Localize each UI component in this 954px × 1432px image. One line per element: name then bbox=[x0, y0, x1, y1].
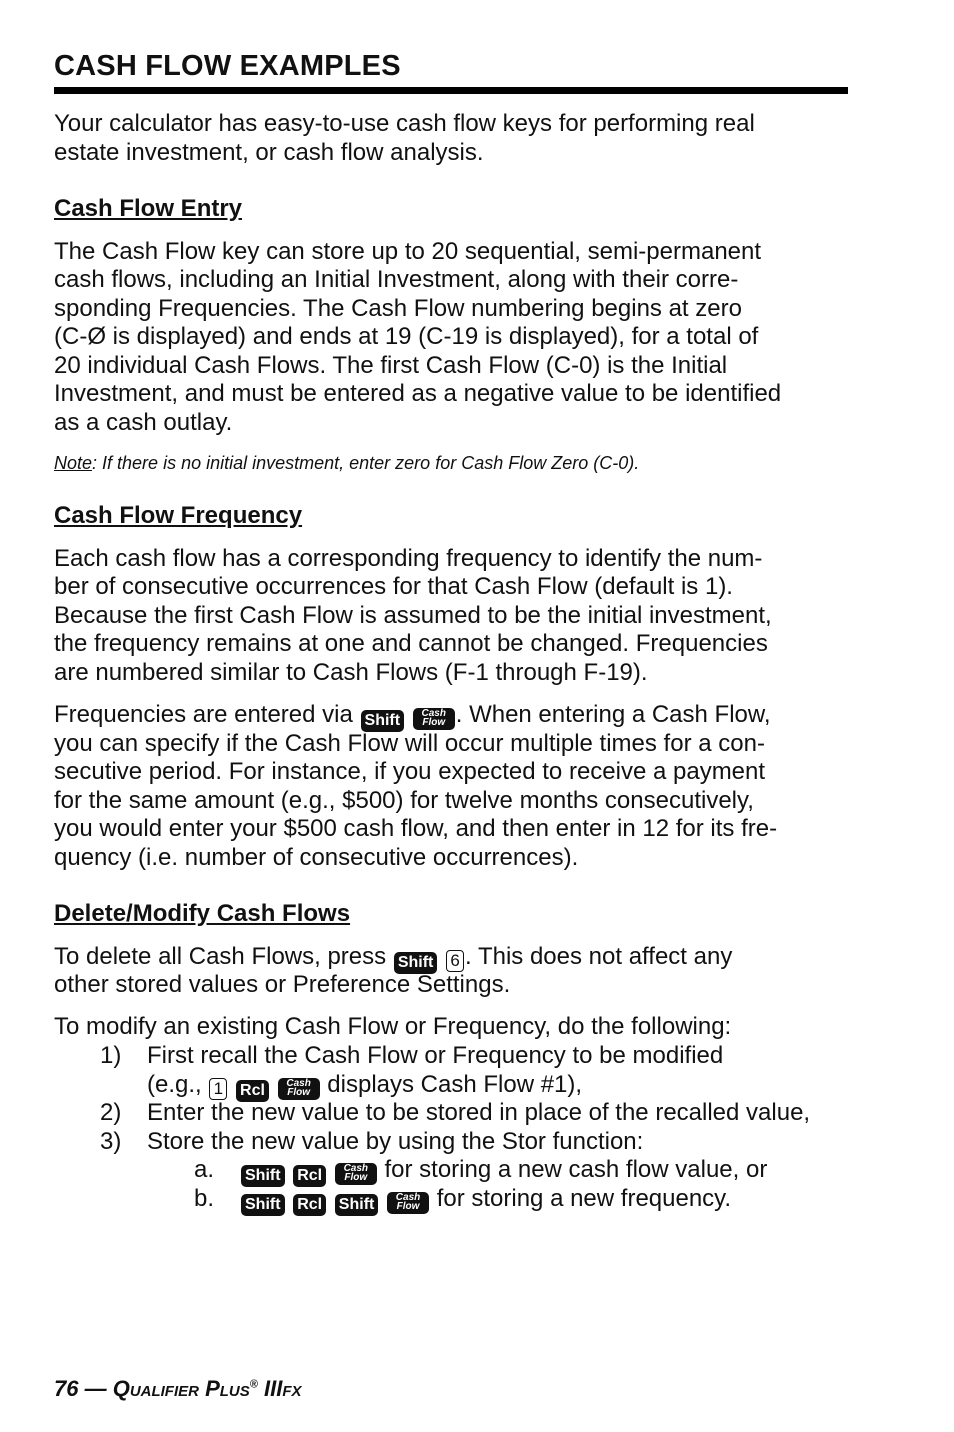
entry-line: as a cash outlay. bbox=[54, 409, 233, 436]
step-text bbox=[147, 1071, 582, 1102]
cash-key-bottom: Flow bbox=[396, 1200, 420, 1212]
delete-line-2: other stored values or Preference Settings. bbox=[54, 971, 511, 998]
step-number: 2) bbox=[100, 1099, 122, 1127]
frequency-para2-line-1 bbox=[54, 701, 854, 732]
frequency-line: the frequency remains at one and cannot be changed. Frequencies bbox=[54, 630, 768, 657]
rcl-key-icon: Rcl bbox=[293, 1194, 326, 1216]
page-footer bbox=[54, 1376, 302, 1402]
frequency-line: ber of consecutive occurrences for that Cash Flow (default is 1). bbox=[54, 573, 733, 600]
one-key-icon: 1 bbox=[209, 1078, 227, 1100]
frequency-line: are numbered similar to Cash Flows (F-1 through F-19). bbox=[54, 659, 648, 686]
delete-line-1 bbox=[54, 943, 854, 974]
shift-key-icon: Shift bbox=[241, 1165, 285, 1187]
sub-label: b. bbox=[194, 1184, 215, 1212]
shift-key-icon: Shift bbox=[335, 1194, 379, 1216]
sub-step-a bbox=[194, 1156, 767, 1187]
intro-line-2: estate investment, or cash flow analysis. bbox=[54, 139, 484, 166]
frequency-para2-line: you would enter your $500 cash flow, and then enter in 12 for its fre- bbox=[54, 815, 778, 842]
para2-start: Frequencies are entered via bbox=[54, 701, 353, 728]
delete-end: . This does not affect any bbox=[465, 943, 733, 970]
sub-label: a. bbox=[194, 1156, 215, 1184]
shift-key-icon: Shift bbox=[241, 1194, 285, 1216]
modify-intro: To modify an existing Cash Flow or Frequency, do the following: bbox=[54, 1013, 732, 1040]
cash-key-bottom: Flow bbox=[344, 1172, 368, 1184]
note-text: : If there is no initial investment, enter zero for Cash Flow Zero (C-0). bbox=[92, 453, 640, 473]
sub-text: for storing a new frequency. bbox=[436, 1184, 732, 1212]
step1-end: displays Cash Flow #1), bbox=[327, 1070, 583, 1098]
frequency-heading: Cash Flow Frequency bbox=[54, 502, 303, 529]
cash-flow-key-icon bbox=[278, 1078, 320, 1100]
frequency-para2-line: you can specify if the Cash Flow will occur multiple times for a con- bbox=[54, 730, 765, 757]
entry-line: Investment, and must be entered as a negative value to be identified bbox=[54, 380, 782, 407]
entry-line: The Cash Flow key can store up to 20 sequential, semi-permanent bbox=[54, 238, 762, 265]
intro-line-1: Your calculator has easy-to-use cash flow keys for performing real bbox=[54, 110, 755, 137]
cash-flow-key-icon bbox=[413, 708, 455, 730]
entry-note bbox=[54, 451, 639, 475]
step-number: 3) bbox=[100, 1127, 122, 1155]
cash-key-top: Cash bbox=[343, 1163, 369, 1175]
frequency-line: Because the first Cash Flow is assumed to be the initial investment, bbox=[54, 602, 772, 629]
frequency-para2-line: secutive period. For instance, if you expected to receive a payment bbox=[54, 758, 766, 785]
frequency-para2-line: for the same amount (e.g., $500) for twelve months consecutively, bbox=[54, 787, 754, 814]
shift-key-icon: Shift bbox=[394, 952, 438, 974]
delete-heading: Delete/Modify Cash Flows bbox=[54, 900, 351, 927]
step-text: Enter the new value to be stored in place of the recalled value, bbox=[147, 1099, 811, 1127]
product-name: Qualifier Plus bbox=[112, 1376, 250, 1401]
cash-key-top: Cash bbox=[421, 708, 446, 719]
cash-key-bottom: Flow bbox=[287, 1086, 311, 1098]
six-key-icon: 6 bbox=[446, 950, 464, 972]
page-title: CASH FLOW EXAMPLES bbox=[54, 49, 848, 94]
sub-text: for storing a new cash flow value, or bbox=[384, 1156, 768, 1184]
rcl-key-icon: Rcl bbox=[293, 1165, 326, 1187]
entry-line: sponding Frequencies. The Cash Flow numbering begins at zero bbox=[54, 295, 742, 322]
model-name: IIIfx bbox=[257, 1376, 302, 1401]
note-label: Note bbox=[54, 453, 93, 473]
registered-mark: ® bbox=[249, 1378, 258, 1391]
step-text: Store the new value by using the Stor function: bbox=[147, 1127, 644, 1155]
rcl-key-icon: Rcl bbox=[236, 1080, 269, 1102]
cash-key-top: Cash bbox=[286, 1077, 311, 1089]
cash-flow-key-icon bbox=[387, 1192, 429, 1214]
entry-line: (C-Ø is displayed) and ends at 19 (C-19 is displayed), for a total of bbox=[54, 323, 759, 350]
delete-start: To delete all Cash Flows, press bbox=[54, 943, 387, 970]
cash-key-top: Cash bbox=[395, 1191, 421, 1203]
page-number: 76 — bbox=[54, 1376, 113, 1401]
cash-flow-key-icon bbox=[335, 1163, 377, 1185]
entry-line: 20 individual Cash Flows. The first Cash Flow (C-0) is the Initial bbox=[54, 352, 728, 379]
sub-step-b bbox=[194, 1185, 731, 1216]
step-number: 1) bbox=[100, 1042, 122, 1069]
entry-heading: Cash Flow Entry bbox=[54, 195, 243, 222]
entry-line: cash flows, including an Initial Investment, along with their corre- bbox=[54, 266, 739, 293]
step1-eg: (e.g., bbox=[147, 1070, 202, 1098]
frequency-line: Each cash flow has a corresponding frequency to identify the num- bbox=[54, 545, 763, 572]
step-text: First recall the Cash Flow or Frequency to be modified bbox=[147, 1042, 724, 1069]
frequency-para2-line: quency (i.e. number of consecutive occurrences). bbox=[54, 844, 579, 871]
cash-key-bottom: Flow bbox=[422, 717, 446, 728]
shift-key-icon: Shift bbox=[361, 710, 405, 732]
para2-end: . When entering a Cash Flow, bbox=[455, 701, 771, 728]
